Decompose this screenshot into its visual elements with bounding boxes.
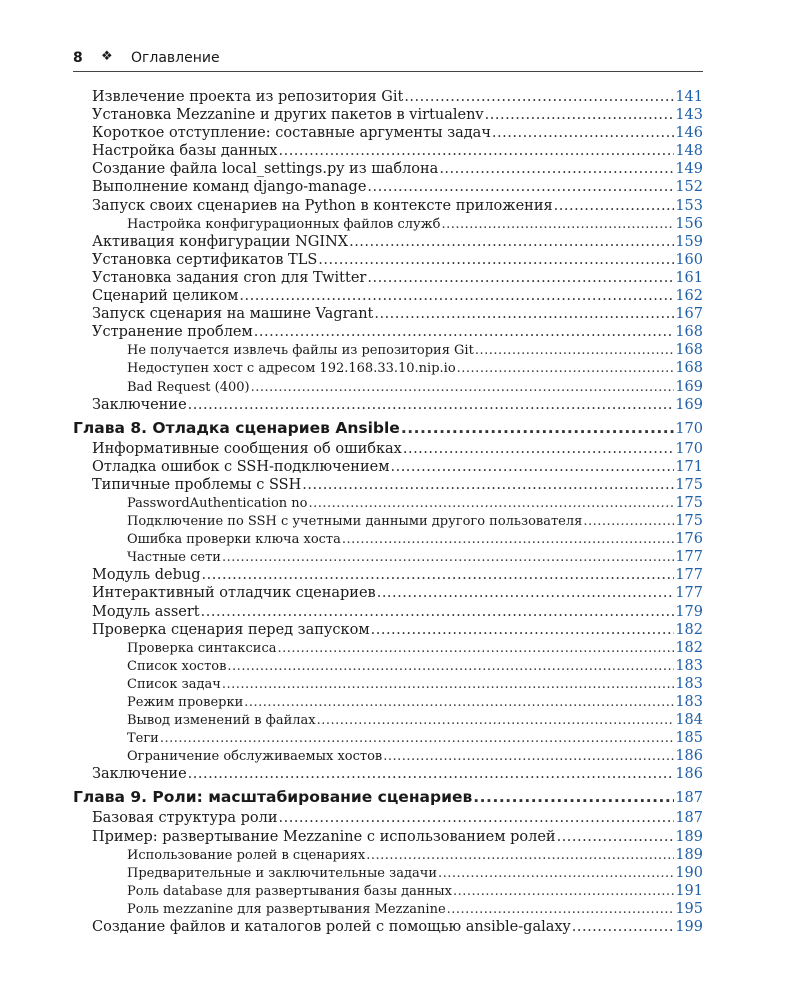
toc-page-link[interactable]: 186 bbox=[675, 748, 703, 765]
toc-entry-title: PasswordAuthentication no bbox=[127, 495, 308, 511]
toc-page-link[interactable]: 187 bbox=[675, 810, 703, 827]
toc-page-link[interactable]: 191 bbox=[675, 882, 703, 899]
dot-leader bbox=[302, 476, 674, 494]
toc-page-link[interactable]: 143 bbox=[675, 107, 703, 124]
toc-subsection-entry[interactable] bbox=[73, 639, 703, 657]
toc-page-link[interactable]: 179 bbox=[675, 603, 703, 620]
dot-leader bbox=[583, 513, 674, 531]
diamond-separator-icon: ❖ bbox=[101, 49, 113, 64]
running-header bbox=[73, 50, 703, 70]
toc-entry-title: Глава 9. Роли: масштабирование сценариев bbox=[73, 788, 473, 807]
toc-entry-title: Теги bbox=[127, 731, 159, 747]
dot-leader bbox=[457, 360, 675, 378]
toc-subsection-entry[interactable] bbox=[73, 657, 703, 675]
toc-page-link[interactable]: 187 bbox=[675, 790, 703, 807]
toc-section-entry[interactable] bbox=[73, 809, 703, 827]
toc-entry-title: Модуль debug bbox=[92, 567, 201, 584]
toc-entry-title: Список задач bbox=[127, 676, 221, 692]
running-header-title: Оглавление bbox=[131, 50, 220, 66]
toc-page-link[interactable]: 175 bbox=[675, 494, 703, 511]
toc-section-entry[interactable] bbox=[73, 287, 703, 305]
toc-page-link[interactable]: 169 bbox=[675, 396, 703, 413]
dot-leader bbox=[222, 549, 674, 567]
toc-section-entry[interactable] bbox=[73, 396, 703, 414]
dot-leader bbox=[447, 901, 675, 919]
toc-page-link[interactable]: 199 bbox=[675, 919, 703, 936]
dot-leader bbox=[244, 694, 674, 712]
toc-section-entry[interactable] bbox=[73, 566, 703, 584]
toc-entry-title: Запуск своих сценариев на Python в контексте приложения bbox=[92, 197, 553, 214]
toc-subsection-entry[interactable] bbox=[73, 512, 703, 530]
toc-entry-title: Установка сертификатов TLS bbox=[92, 251, 318, 268]
toc-entry-title: Извлечение проекта из репозитория Git bbox=[92, 89, 404, 105]
toc-subsection-entry[interactable] bbox=[73, 747, 703, 765]
dot-leader bbox=[160, 730, 674, 748]
dot-leader bbox=[279, 809, 675, 827]
toc-entry-title: Заключение bbox=[92, 396, 187, 413]
toc-entry-title: Интерактивный отладчик сценариев bbox=[92, 585, 376, 602]
toc-section-entry[interactable] bbox=[73, 603, 703, 621]
toc-entry-title: Установка Mezzanine и других пакетов в virtualenv bbox=[92, 107, 484, 124]
toc-entry-title: Создание файла local_settings.py из шаблона bbox=[92, 161, 439, 178]
toc-entry-title: Ошибка проверки ключа хоста bbox=[127, 532, 341, 548]
toc-page-link[interactable]: 186 bbox=[675, 766, 703, 783]
dot-leader bbox=[366, 847, 674, 865]
dot-leader bbox=[404, 88, 674, 106]
toc-entry-title: Создание файлов и каталогов ролей с помощью ansible-galaxy bbox=[92, 919, 571, 936]
toc-entry-title: Заключение bbox=[92, 766, 187, 783]
toc-section-entry[interactable] bbox=[73, 160, 703, 178]
toc-page-link[interactable]: 189 bbox=[675, 828, 703, 845]
toc-page-link[interactable]: 153 bbox=[675, 197, 703, 214]
toc-entry-title: Роль database для развертывания базы данных bbox=[127, 883, 452, 899]
toc-entry-title: Список хостов bbox=[127, 658, 227, 674]
toc-section-entry[interactable] bbox=[73, 88, 703, 106]
toc-section-entry[interactable] bbox=[73, 233, 703, 251]
toc-page-link[interactable]: 161 bbox=[675, 269, 703, 286]
toc-chapter-entry[interactable] bbox=[73, 786, 703, 809]
toc-section-entry[interactable] bbox=[73, 323, 703, 341]
dot-leader bbox=[383, 748, 674, 766]
table-of-contents bbox=[73, 88, 703, 936]
toc-subsection-entry[interactable] bbox=[73, 494, 703, 512]
toc-page-link[interactable]: 170 bbox=[675, 440, 703, 457]
toc-page-link[interactable]: 168 bbox=[675, 342, 703, 359]
toc-section-entry[interactable] bbox=[73, 305, 703, 323]
dot-leader bbox=[572, 918, 675, 936]
dot-leader bbox=[439, 160, 674, 178]
toc-page-link[interactable]: 162 bbox=[675, 288, 703, 305]
dot-leader bbox=[485, 106, 675, 124]
toc-entry-title: Не получается извлечь файлы из репозитория Git bbox=[127, 343, 474, 359]
dot-leader bbox=[367, 269, 674, 287]
toc-entry-title: Базовая структура роли bbox=[92, 810, 278, 827]
dot-leader bbox=[371, 621, 675, 639]
dot-leader bbox=[201, 603, 675, 621]
header-rule bbox=[73, 71, 703, 72]
toc-subsection-entry[interactable] bbox=[73, 693, 703, 711]
dot-leader bbox=[309, 495, 675, 513]
toc-section-entry[interactable] bbox=[73, 106, 703, 124]
dot-leader bbox=[188, 765, 675, 783]
toc-chapter-entry[interactable] bbox=[73, 417, 703, 440]
toc-page-link[interactable]: 171 bbox=[675, 458, 703, 475]
toc-section-entry[interactable] bbox=[73, 584, 703, 602]
toc-entry-title: Недоступен хост с адресом 192.168.33.10.nip.io bbox=[127, 361, 456, 377]
dot-leader bbox=[473, 786, 674, 809]
toc-page-link[interactable]: 184 bbox=[675, 712, 703, 729]
dot-leader bbox=[254, 323, 675, 341]
toc-page-link[interactable]: 183 bbox=[675, 675, 703, 692]
toc-subsection-entry[interactable] bbox=[73, 530, 703, 548]
toc-subsection-entry[interactable] bbox=[73, 711, 703, 729]
toc-entry-title: Режим проверки bbox=[127, 695, 244, 710]
toc-page-link[interactable]: 168 bbox=[675, 324, 703, 341]
toc-page-link[interactable]: 167 bbox=[675, 306, 703, 323]
toc-subsection-entry[interactable] bbox=[73, 215, 703, 233]
toc-entry-title: Подключение по SSH с учетными данными другого пользователя bbox=[127, 514, 583, 530]
toc-entry-title: Ограничение обслуживаемых хостов bbox=[127, 749, 383, 765]
toc-subsection-entry[interactable] bbox=[73, 882, 703, 900]
toc-entry-title: Предварительные и заключительные задачи bbox=[127, 865, 437, 881]
toc-entry-title: Короткое отступление: составные аргументы задач bbox=[92, 125, 491, 142]
toc-section-entry[interactable] bbox=[73, 828, 703, 846]
toc-page-link[interactable]: 190 bbox=[675, 864, 703, 881]
dot-leader bbox=[367, 178, 674, 196]
toc-page-link[interactable]: 170 bbox=[675, 420, 703, 437]
dot-leader bbox=[222, 676, 674, 694]
toc-subsection-entry[interactable] bbox=[73, 359, 703, 377]
toc-entry-title: Настройка конфигурационных файлов служб bbox=[127, 216, 441, 232]
toc-page-link[interactable]: 185 bbox=[675, 730, 703, 747]
toc-page-link[interactable]: 159 bbox=[675, 233, 703, 250]
toc-page-link[interactable]: 182 bbox=[675, 621, 703, 638]
toc-page-link[interactable]: 168 bbox=[675, 360, 703, 377]
toc-page-link[interactable]: 182 bbox=[675, 639, 703, 656]
toc-section-entry[interactable] bbox=[73, 765, 703, 783]
toc-page-link[interactable]: 177 bbox=[675, 549, 703, 566]
toc-page-link[interactable]: 175 bbox=[675, 513, 703, 530]
toc-entry-title: Роль mezzanine для развертывания Mezzanine bbox=[127, 901, 446, 917]
dot-leader bbox=[403, 440, 674, 458]
dot-leader bbox=[377, 584, 675, 602]
toc-entry-title: Проверка сценария перед запуском bbox=[92, 621, 370, 638]
dot-leader bbox=[278, 142, 674, 160]
toc-page-link[interactable]: 195 bbox=[675, 900, 703, 917]
dot-leader bbox=[401, 417, 675, 440]
toc-subsection-entry[interactable] bbox=[73, 548, 703, 566]
toc-section-entry[interactable] bbox=[73, 197, 703, 215]
toc-page-link[interactable]: 183 bbox=[675, 657, 703, 674]
toc-section-entry[interactable] bbox=[73, 251, 703, 269]
toc-section-entry[interactable] bbox=[73, 178, 703, 196]
toc-entry-title: Устранение проблем bbox=[92, 324, 253, 341]
toc-page-link[interactable]: 177 bbox=[675, 585, 703, 602]
dot-leader bbox=[374, 305, 674, 323]
toc-entry-title: Использование ролей в сценариях bbox=[127, 847, 366, 863]
toc-section-entry[interactable] bbox=[73, 440, 703, 458]
toc-entry-title: Глава 8. Отладка сценариев Ansible bbox=[73, 418, 400, 437]
dot-leader bbox=[438, 865, 674, 883]
toc-page-link[interactable]: 189 bbox=[675, 846, 703, 863]
toc-subsection-entry[interactable] bbox=[73, 378, 703, 396]
toc-entry-title: Частные сети bbox=[127, 550, 221, 566]
dot-leader bbox=[349, 233, 674, 251]
toc-page-link[interactable]: 146 bbox=[675, 125, 703, 142]
toc-section-entry[interactable] bbox=[73, 621, 703, 639]
toc-section-entry[interactable] bbox=[73, 124, 703, 142]
dot-leader bbox=[554, 197, 675, 215]
toc-entry-title: Активация конфигурации NGINX bbox=[92, 233, 349, 250]
toc-subsection-entry[interactable] bbox=[73, 341, 703, 359]
toc-page-link[interactable]: 148 bbox=[675, 143, 703, 160]
dot-leader bbox=[441, 216, 674, 234]
toc-page-link[interactable]: 169 bbox=[675, 378, 703, 395]
dot-leader bbox=[188, 396, 675, 414]
toc-page-link[interactable]: 149 bbox=[675, 161, 703, 178]
dot-leader bbox=[318, 251, 674, 269]
dot-leader bbox=[475, 342, 674, 360]
dot-leader bbox=[317, 712, 675, 730]
toc-page-link[interactable]: 177 bbox=[675, 567, 703, 584]
toc-entry-title: Сценарий целиком bbox=[92, 288, 239, 305]
toc-section-entry[interactable] bbox=[73, 476, 703, 494]
toc-entry-title: Настройка базы данных bbox=[92, 143, 278, 160]
dot-leader bbox=[453, 883, 674, 901]
toc-page-link[interactable]: 175 bbox=[675, 476, 703, 493]
toc-subsection-entry[interactable] bbox=[73, 846, 703, 864]
toc-entry-title: Выполнение команд django-manage bbox=[92, 179, 367, 196]
dot-leader bbox=[227, 658, 674, 676]
toc-section-entry[interactable] bbox=[73, 142, 703, 160]
toc-page-link[interactable]: 176 bbox=[675, 531, 703, 548]
toc-page-link[interactable]: 141 bbox=[675, 89, 703, 105]
toc-page-link[interactable]: 183 bbox=[675, 694, 703, 710]
toc-section-entry[interactable] bbox=[73, 458, 703, 476]
page-number: 8 bbox=[73, 50, 83, 66]
toc-entry-title: Пример: развертывание Mezzanine с использованием ролей bbox=[92, 828, 556, 845]
toc-entry-title: Вывод изменений в файлах bbox=[127, 713, 316, 729]
toc-subsection-entry[interactable] bbox=[73, 729, 703, 747]
toc-subsection-entry[interactable] bbox=[73, 675, 703, 693]
toc-entry-title: Установка задания cron для Twitter bbox=[92, 269, 367, 286]
toc-page-link[interactable]: 152 bbox=[675, 179, 703, 196]
toc-section-entry[interactable] bbox=[73, 269, 703, 287]
toc-section-entry[interactable] bbox=[73, 918, 703, 936]
dot-leader bbox=[557, 828, 675, 846]
toc-entry-title: Модуль assert bbox=[92, 603, 200, 620]
dot-leader bbox=[251, 379, 675, 397]
toc-entry-title: Запуск сценария на машине Vagrant bbox=[92, 306, 374, 323]
dot-leader bbox=[202, 566, 675, 584]
toc-page-link[interactable]: 160 bbox=[675, 251, 703, 268]
toc-entry-title: Отладка ошибок с SSH-подключением bbox=[92, 458, 390, 475]
dot-leader bbox=[277, 640, 674, 658]
toc-subsection-entry[interactable] bbox=[73, 864, 703, 882]
dot-leader bbox=[492, 124, 674, 142]
toc-entry-title: Проверка синтаксиса bbox=[127, 640, 277, 656]
dot-leader bbox=[342, 531, 674, 549]
toc-entry-title: Информативные сообщения об ошибках bbox=[92, 440, 402, 457]
dot-leader bbox=[390, 458, 674, 476]
toc-subsection-entry[interactable] bbox=[73, 900, 703, 918]
toc-entry-title: Bad Request (400) bbox=[127, 379, 250, 395]
toc-page-link[interactable]: 156 bbox=[675, 215, 703, 232]
toc-entry-title: Типичные проблемы с SSH bbox=[92, 476, 302, 493]
dot-leader bbox=[239, 287, 674, 305]
